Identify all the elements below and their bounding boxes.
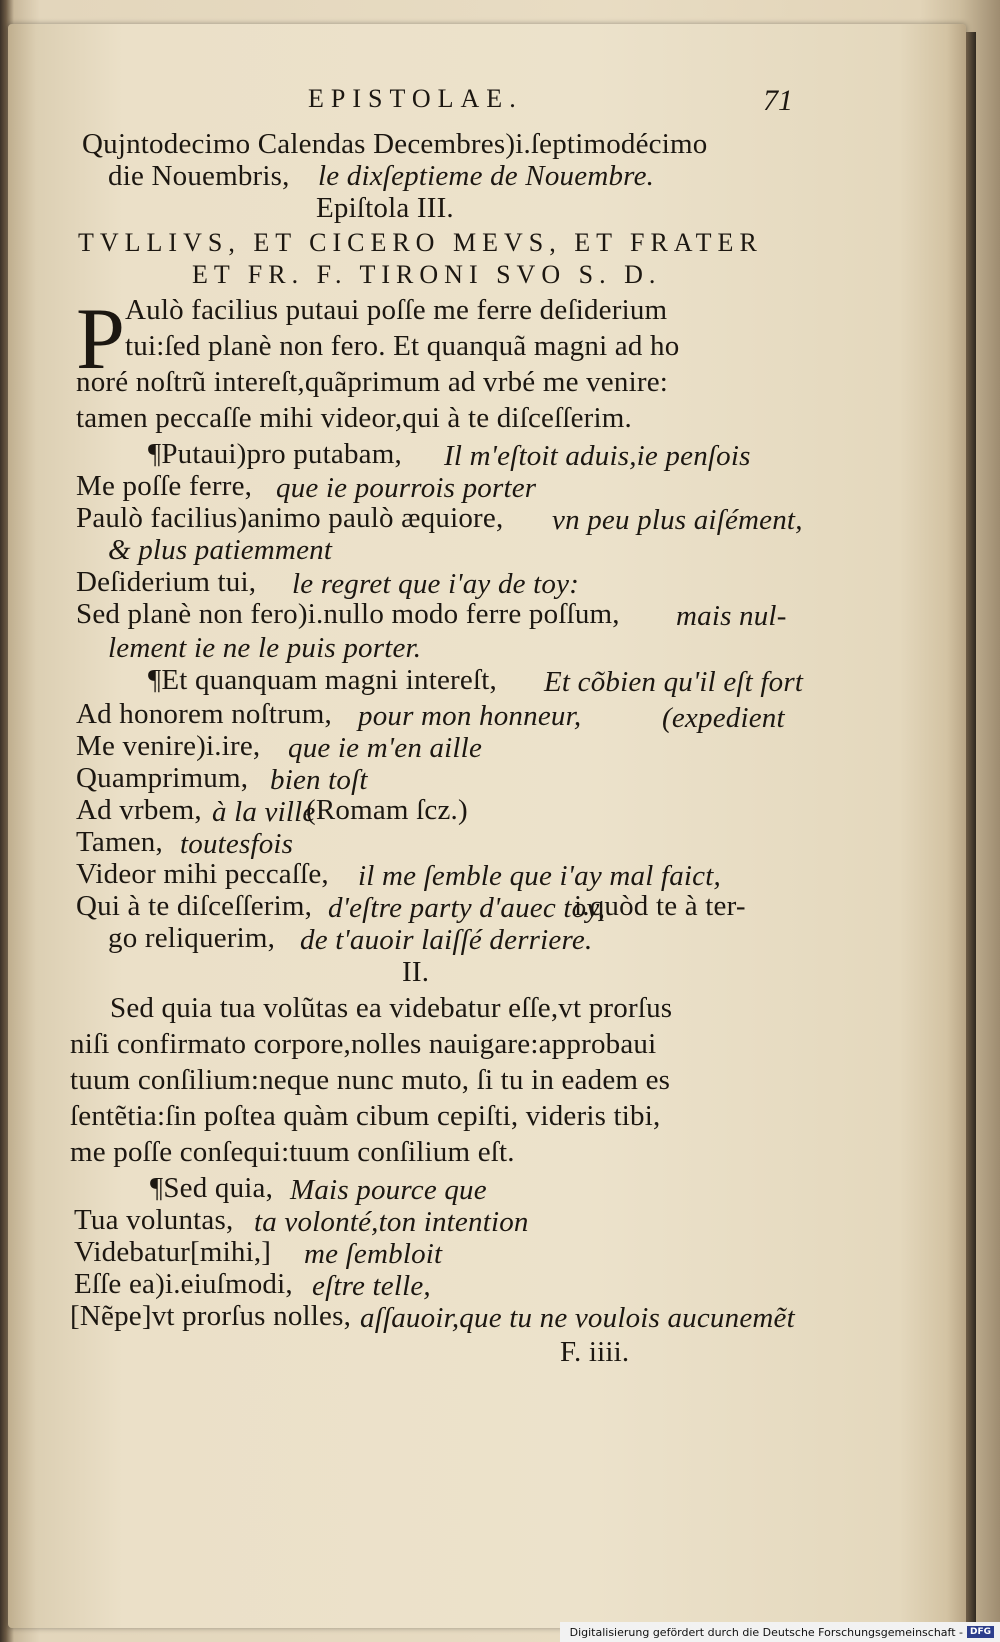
- text-line: il me ſemble que i'ay mal faict,: [358, 860, 721, 892]
- text-line: d'eſtre party d'auec toy,: [328, 892, 606, 924]
- text-line: Aulò facilius putaui poſſe me ferre deſiderium: [125, 294, 668, 326]
- text-line: le regret que i'ay de toy:: [292, 568, 580, 600]
- text-line: Videbatur[mihi,]: [74, 1236, 272, 1268]
- text-line: II.: [402, 956, 430, 988]
- page-text: [8, 24, 966, 1628]
- text-line: Epiſtola III.: [316, 192, 454, 224]
- text-line: Videor mihi peccaſſe,: [76, 858, 329, 890]
- text-line: me poſſe conſequi:tuum conſilium eſt.: [70, 1136, 515, 1168]
- text-line: que ie m'en aille: [288, 732, 483, 764]
- text-line: ¶Putaui)pro putabam,: [148, 438, 402, 470]
- text-line: Qujntodecimo Calendas Decembres)i.ſeptimodécimo: [82, 128, 708, 160]
- text-line: Ad honorem noſtrum,: [76, 698, 332, 730]
- text-line: Tua voluntas,: [74, 1204, 234, 1236]
- running-title: EPISTOLAE.: [308, 84, 523, 113]
- text-line: Il m'eſtoit aduis,ie penſois: [444, 440, 751, 472]
- text-line: (expedient: [662, 702, 785, 734]
- page-number: 71: [763, 84, 793, 117]
- text-line: ET FR. F. TIRONI SVO S. D.: [192, 260, 662, 289]
- text-line: Et cõbien qu'il eſt fort: [544, 666, 804, 698]
- text-line: (Romam ſcz.): [306, 794, 468, 826]
- text-line: que ie pourrois porter: [276, 472, 537, 504]
- text-line: tuum conſilium:neque nunc muto, ſi tu in eadem es: [70, 1064, 671, 1096]
- text-line: me ſembloit: [304, 1238, 443, 1270]
- book-page: [8, 24, 966, 1628]
- text-line: toutesfois: [180, 828, 294, 860]
- text-line: Ad vrbem,: [76, 794, 202, 826]
- text-line: Sed planè non fero)i.nullo modo ferre poſſum,: [76, 598, 620, 630]
- text-line: à la ville: [212, 796, 316, 828]
- text-line: lement ie ne le puis porter.: [108, 632, 422, 664]
- text-line: i.quòd te à ter-: [574, 890, 746, 922]
- text-line: Me poſſe ferre,: [76, 470, 253, 502]
- text-line: ¶Sed quia,: [150, 1172, 274, 1204]
- text-line: die Nouembris,: [108, 160, 290, 192]
- text-line: Me venire)i.ire,: [76, 730, 261, 762]
- text-line: TVLLIVS, ET CICERO MEVS, ET FRATER: [78, 228, 763, 257]
- text-line: ta volonté,ton intention: [254, 1206, 529, 1238]
- text-line: Paulò facilius)animo paulò æquiore,: [76, 502, 504, 534]
- digitization-credit-bar: [560, 1622, 1000, 1642]
- text-line: ¶Et quanquam magni intereſt,: [148, 664, 497, 696]
- text-line: de t'auoir laiſſé derriere.: [300, 924, 593, 956]
- text-line: le dixſeptieme de Nouembre.: [318, 160, 655, 192]
- text-line: pour mon honneur,: [358, 700, 582, 732]
- text-line: mais nul-: [676, 600, 787, 632]
- text-line: tamen peccaſſe mihi videor,qui à te diſceſſerim.: [76, 402, 632, 434]
- text-line: aſſauoir,que tu ne voulois aucunemẽt: [360, 1302, 795, 1334]
- text-line: [Nẽpe]vt prorſus nolles,: [70, 1300, 352, 1332]
- text-line: & plus patiemment: [108, 534, 333, 566]
- dfg-logo: DFG: [967, 1626, 994, 1638]
- digitization-credit: Digitalisierung gefördert durch die Deutsche Forschungsgemeinschaft -: [569, 1625, 963, 1639]
- text-line: Mais pource que: [290, 1174, 487, 1206]
- text-line: vn peu plus aiſément,: [552, 504, 803, 536]
- text-line: eſtre telle,: [312, 1270, 431, 1302]
- text-line: ſentẽtia:ſin poſtea quàm cibum cepiſti, videris tibi,: [70, 1100, 661, 1132]
- text-line: bien toſt: [270, 764, 368, 796]
- text-line: niſi confirmato corpore,nolles nauigare:approbaui: [70, 1028, 657, 1060]
- text-line: F. iiii.: [560, 1336, 630, 1368]
- text-line: Quamprimum,: [76, 762, 249, 794]
- text-line: Qui à te diſceſſerim,: [76, 890, 313, 922]
- drop-cap: P: [76, 291, 125, 388]
- text-line: Eſſe ea)i.eiuſmodi,: [74, 1268, 293, 1300]
- text-line: Sed quia tua volũtas ea videbatur eſſe,vt prorſus: [110, 992, 673, 1024]
- text-line: go reliquerim,: [108, 922, 276, 954]
- text-line: Tamen,: [76, 826, 163, 858]
- text-line: noré noſtrũ intereſt,quãprimum ad vrbé me venire:: [76, 366, 669, 398]
- text-line: tui:ſed planè non fero. Et quanquã magni ad ho: [125, 330, 680, 362]
- text-line: Deſiderium tui,: [76, 566, 257, 598]
